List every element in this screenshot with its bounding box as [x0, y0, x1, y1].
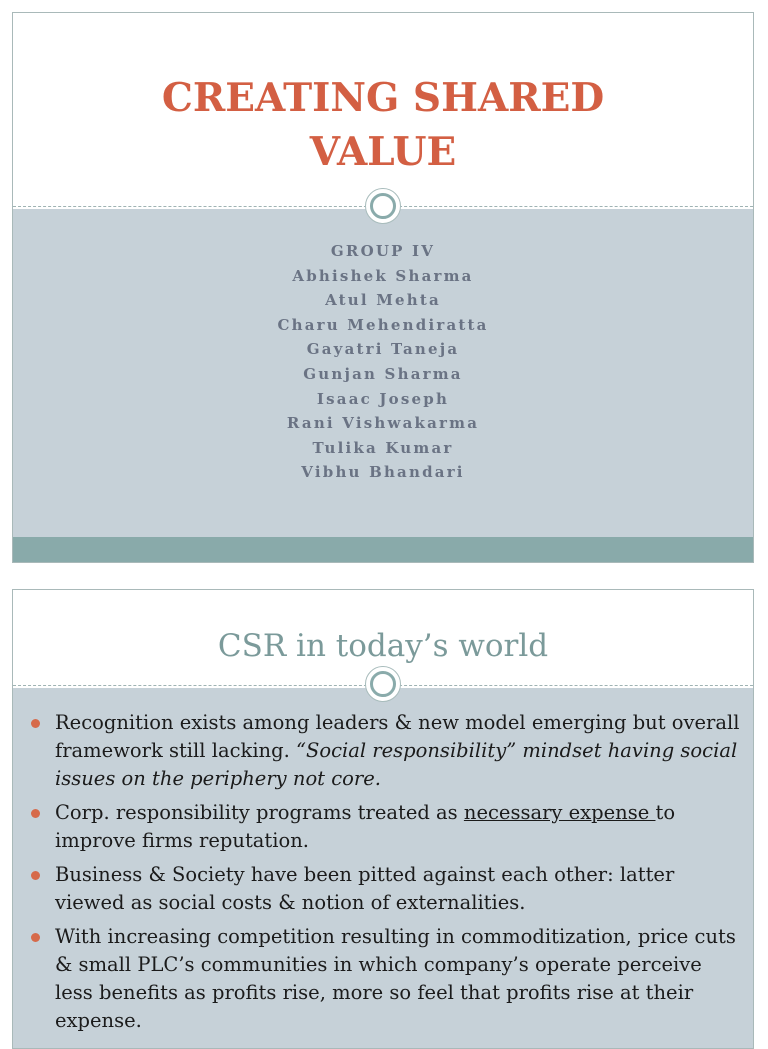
bullet-list [55, 709, 743, 1041]
ring-ornament-icon [365, 188, 401, 224]
bullet-text: Business & Society have been pitted against each other: latter viewed as social costs & notion of externalities. [55, 863, 675, 914]
member-name: Gayatri Taneja [306, 340, 460, 359]
group-member-list [13, 239, 753, 485]
bullet-text: With increasing competition resulting in commoditization, price cuts & small PLC’s communities in which company’s operate perceive less benefits as profits rise, more so feel that profits rise at their expense. [55, 925, 736, 1032]
footer-bar [13, 537, 753, 563]
ring-ornament-icon [365, 666, 401, 702]
member-name: Isaac Joseph [316, 389, 450, 408]
content-slide [12, 589, 754, 1049]
bullet-item [55, 923, 743, 1035]
bullet-text: to improve firms reputation. [55, 801, 676, 852]
member-name: Tulika Kumar [312, 438, 454, 457]
bullet-italic-text: “Social responsibility” mindset having social issues on the periphery not core. [55, 739, 738, 790]
member-name: Charu Mehendiratta [277, 315, 489, 334]
title-line-1: CREATING SHARED [161, 75, 605, 121]
bullet-text: Recognition exists among leaders & new model emerging but overall framework still lacking. [55, 711, 740, 762]
slide-title: CSR in today’s world [217, 628, 549, 664]
bullet-dot-icon [31, 719, 40, 728]
bullet-dot-icon [31, 933, 40, 942]
title-area [13, 13, 753, 205]
bullet-item [55, 799, 743, 855]
presentation-title [13, 71, 753, 179]
bullet-underlined-text: necessary expense [463, 801, 656, 824]
bullet-item [55, 861, 743, 917]
title-line-2: VALUE [309, 129, 457, 175]
bullet-text: Corp. responsibility programs treated as [55, 801, 464, 824]
group-label: GROUP IV [330, 242, 436, 260]
member-name: Gunjan Sharma [303, 364, 463, 383]
member-name: Vibhu Bhandari [301, 463, 465, 482]
title-slide [12, 12, 754, 563]
member-name: Atul Mehta [325, 291, 441, 310]
member-name: Rani Vishwakarma [286, 414, 480, 433]
bullet-item [55, 709, 743, 793]
bullet-dot-icon [31, 871, 40, 880]
bullet-dot-icon [31, 809, 40, 818]
member-name: Abhishek Sharma [292, 266, 474, 285]
